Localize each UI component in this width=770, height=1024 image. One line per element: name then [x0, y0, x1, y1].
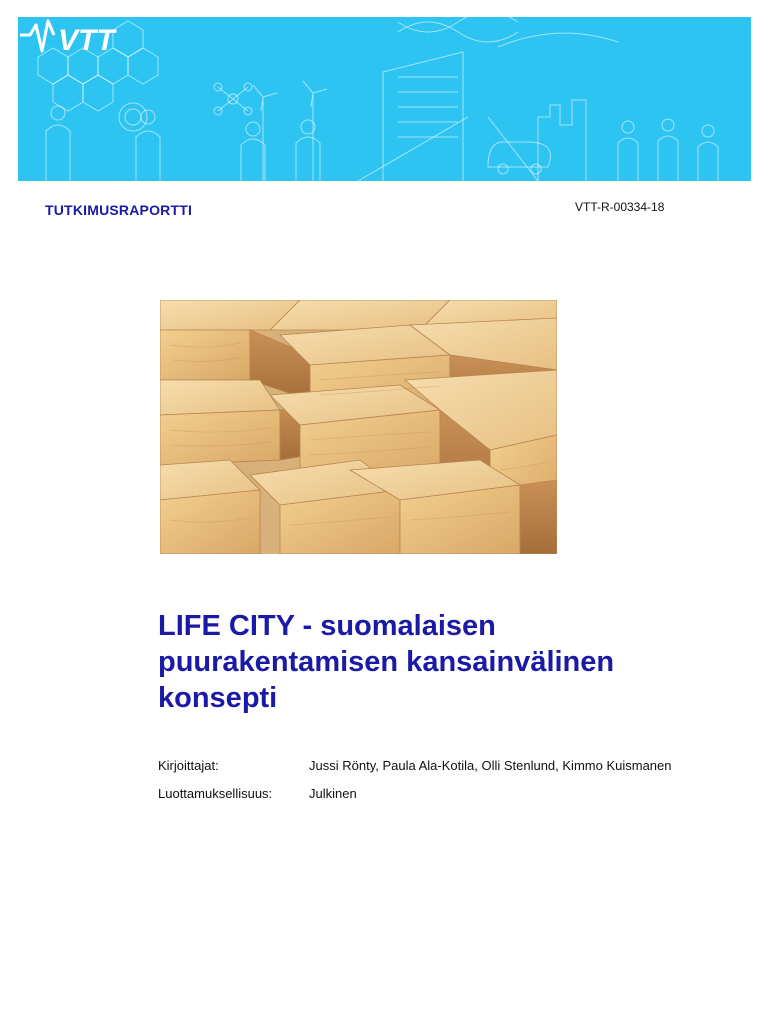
- report-id: VTT-R-00334-18: [575, 200, 665, 214]
- report-type-label: TUTKIMUSRAPORTTI: [45, 202, 193, 218]
- timber-stack-image: [160, 300, 557, 554]
- svg-text:VTT: VTT: [58, 24, 115, 57]
- confidentiality-label: Luottamuksellisuus:: [158, 786, 273, 801]
- authors-label: Kirjoittajat:: [158, 758, 219, 773]
- report-title: LIFE CITY - suomalaisen puurakentamisen kansainvälinen konsepti: [158, 610, 615, 714]
- header-banner: [18, 17, 751, 181]
- authors-value: Jussi Rönty, Paula Ala-Kotila, Olli Stenlund, Kimmo Kuismanen: [309, 758, 672, 773]
- confidentiality-value: Julkinen: [309, 786, 357, 801]
- cover-photo-timber: [160, 300, 557, 554]
- vtt-logo: [18, 17, 128, 57]
